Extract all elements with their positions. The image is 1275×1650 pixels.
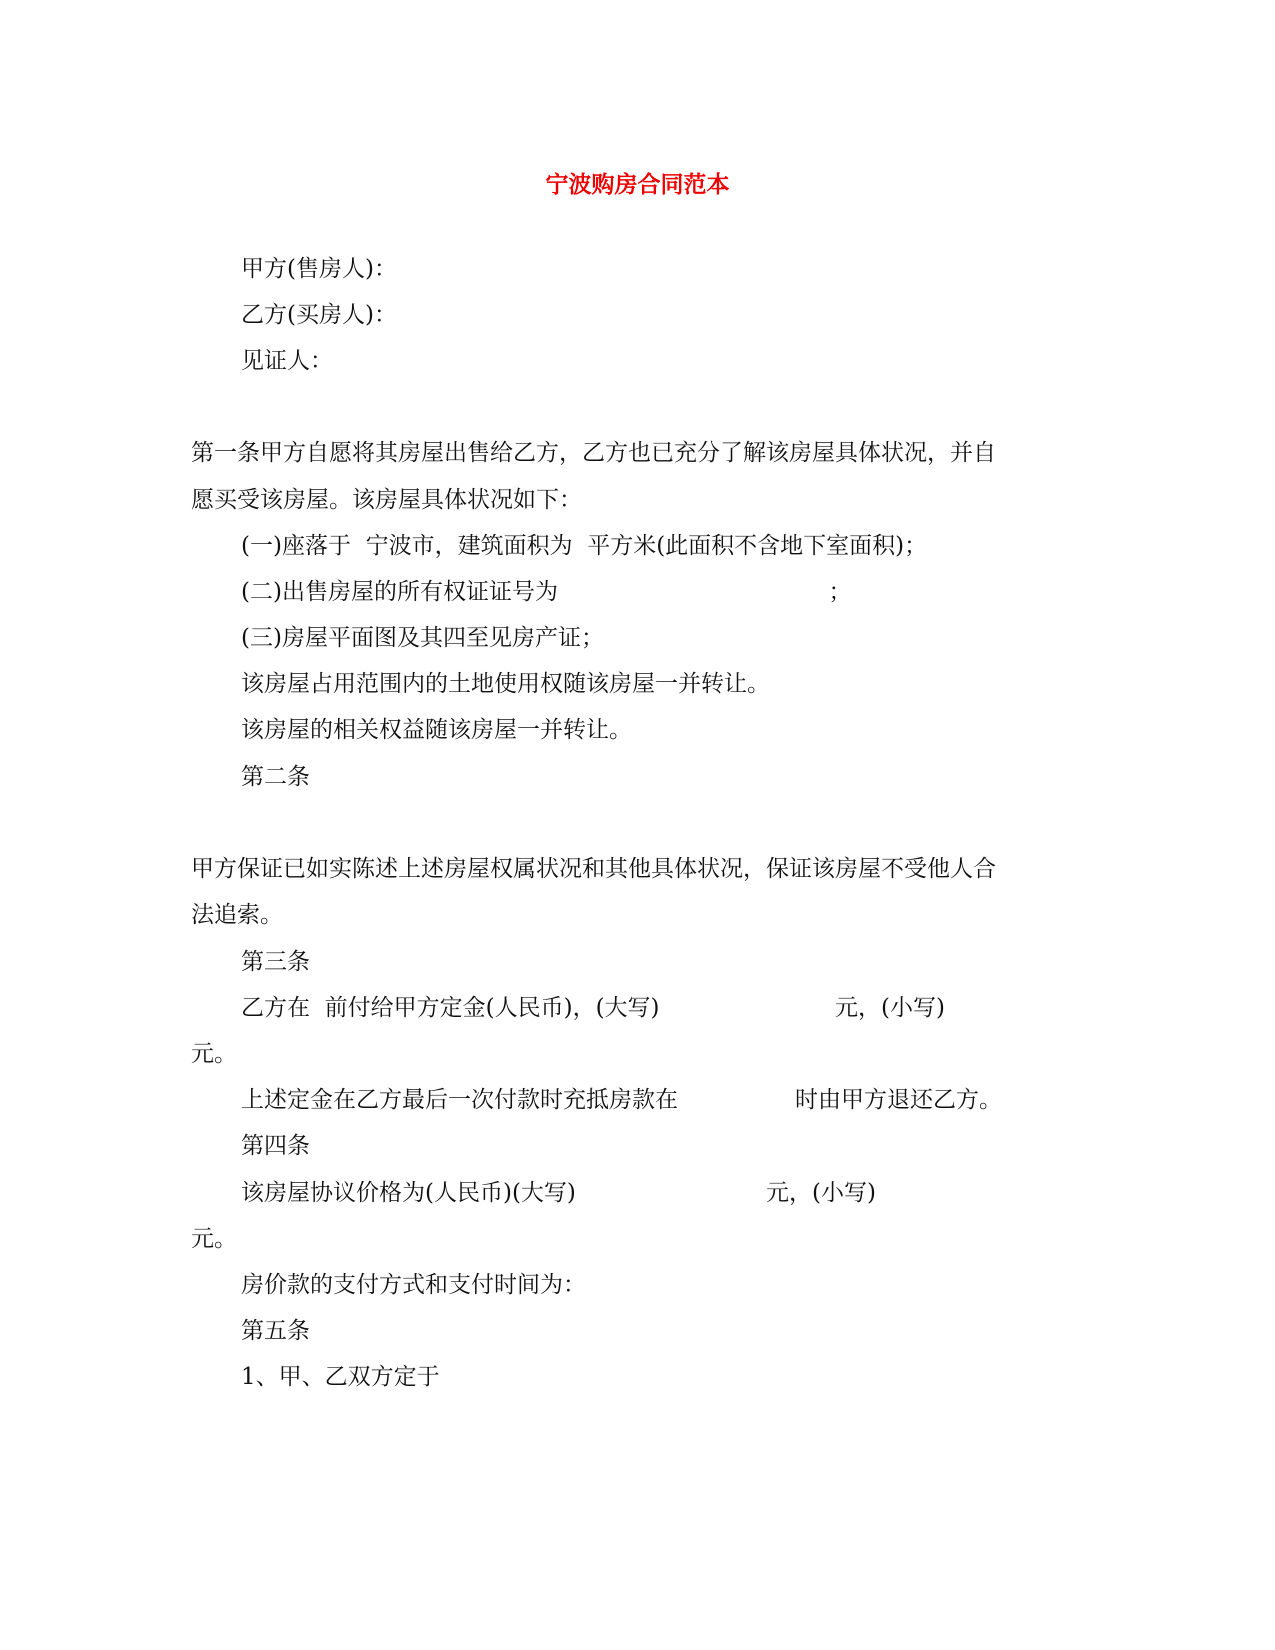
article-4-heading: 第四条 (241, 1133, 310, 1159)
article-2-text-line-2: 法追索。 (191, 902, 283, 928)
price-line: 该房屋协议价格为(人民币)(大写) 元，(小写) (241, 1180, 876, 1206)
article-3-heading: 第三条 (241, 949, 310, 975)
article-1-item-3: (三)房屋平面图及其四至见房产证； (241, 625, 604, 651)
article-5-heading: 第五条 (241, 1318, 310, 1344)
deposit-refund-line: 上述定金在乙方最后一次付款时充抵房款在 时由甲方退还乙方。 (241, 1087, 1002, 1113)
article-2-heading: 第二条 (241, 764, 310, 790)
witness-line: 见证人： (241, 348, 333, 374)
party-a-line: 甲方(售房人)： (241, 256, 397, 282)
article-1-item-1: (一)座落于 宁波市，建筑面积为 平方米(此面积不含地下室面积)； (241, 533, 928, 559)
land-use-line: 该房屋占用范围内的土地使用权随该房屋一并转让。 (241, 671, 770, 697)
price-line-cont: 元。 (191, 1226, 237, 1252)
payment-method-line: 房价款的支付方式和支付时间为： (241, 1272, 586, 1298)
rights-line: 该房屋的相关权益随该房屋一并转让。 (241, 717, 632, 743)
article-1-item-2: (二)出售房屋的所有权证证号为 ； (241, 579, 852, 605)
article-2-text-line-1: 甲方保证已如实陈述上述房屋权属状况和其他具体状况，保证该房屋不受他人合 (191, 856, 996, 882)
party-b-line: 乙方(买房人)： (241, 302, 397, 328)
article-5-item-1: 1、甲、乙双方定于 (241, 1364, 440, 1390)
deposit-line: 乙方在 前付给甲方定金(人民币)，(大写) 元，(小写) (241, 995, 945, 1021)
document-title: 宁波购房合同范本 (545, 171, 730, 198)
deposit-line-cont: 元。 (191, 1041, 237, 1067)
article-1-text-line-2: 愿买受该房屋。该房屋具体状况如下： (191, 487, 582, 513)
article-1-text-line-1: 第一条甲方自愿将其房屋出售给乙方，乙方也已充分了解该房屋具体状况，并自 (191, 440, 996, 466)
